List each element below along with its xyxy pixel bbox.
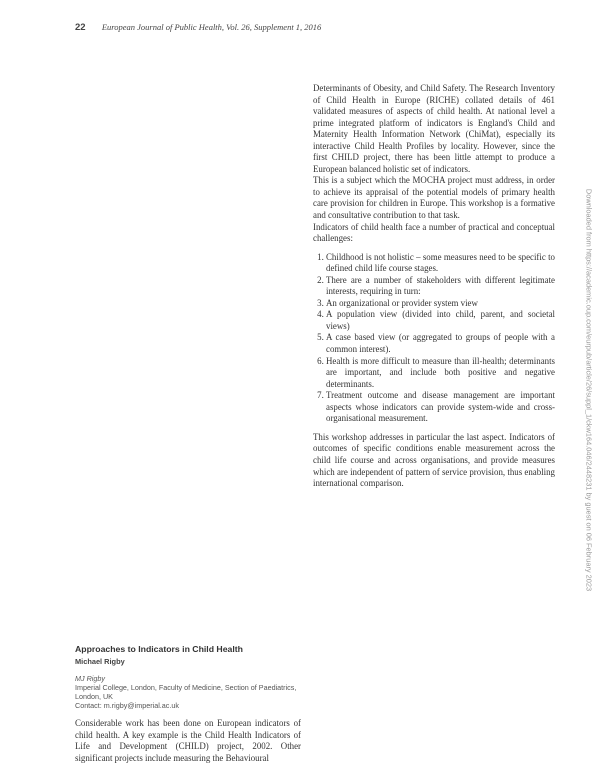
download-watermark: Downloaded from https://academic.oup.com/eurpub/article/26/suppl_1/ckw164.046/2448231 by guest on 06 February 2023 bbox=[584, 188, 594, 592]
paragraph: Considerable work has been done on European indicators of child health. A key example is the Child Health Indicators of Life and Development (CHILD) project, 2002. Other significant projects include measuring the Behavioural bbox=[75, 718, 301, 763]
right-column bbox=[313, 83, 555, 490]
list-item: 6. Health is more difficult to measure than ill-health; determinants are important, and include both positive and negative determinants. bbox=[326, 356, 555, 391]
list-item: 2. There are a number of stakeholders with different legitimate interests, requiring in turn: bbox=[326, 275, 555, 298]
abstract-body bbox=[75, 718, 301, 764]
running-header bbox=[75, 22, 321, 33]
page-number: 22 bbox=[75, 22, 86, 33]
affiliation-block bbox=[75, 674, 301, 710]
list-item: 7. Treatment outcome and disease management are important aspects whose indicators can provide system-wide and cross-organisational measurement. bbox=[326, 390, 555, 425]
journal-citation: European Journal of Public Health, Vol. 26, Supplement 1, 2016 bbox=[101, 22, 322, 32]
list-item: 5. A case based view (or aggregated to groups of people with a common interest). bbox=[326, 332, 555, 355]
paragraph: Determinants of Obesity, and Child Safety. The Research Inventory of Child Health in Europe (RICHE) collated details of 461 validated measures of aspects of child health. At national level a prime integrated platform of indicators is England's Child and Maternity Health Information Network (ChiMat), especially its interactive Child Health Profiles by locality. However, since the first CHILD project, there has been little attempt to produce a European balanced holistic set of indicators. bbox=[313, 83, 555, 174]
paragraph: This is a subject which the MOCHA project must address, in order to achieve its appraisal of the potential models of primary health care provision for children in Europe. This workshop is a formative and consultative contribution to that task. bbox=[313, 175, 555, 221]
affiliation: Imperial College, London, Faculty of Medicine, Section of Paediatrics, London, UK bbox=[75, 683, 297, 701]
paragraph: Indicators of child health face a number of practical and conceptual challenges: bbox=[313, 221, 555, 244]
abstract-author: Michael Rigby bbox=[75, 657, 125, 666]
list-item: 4. A population view (divided into child, parent, and societal views) bbox=[326, 309, 555, 332]
abstract-title: Approaches to Indicators in Child Health bbox=[75, 644, 243, 654]
affiliation-name: MJ Rigby bbox=[75, 674, 105, 683]
paragraph: This workshop addresses in particular the last aspect. Indicators of outcomes of specific conditions enable measurement across the child life course and across organisations, and provide measures which are independent of pattern of service provision, thus enabling international comparison. bbox=[313, 431, 555, 489]
list-item: 1. Childhood is not holistic – some measures need to be specific to defined child life course stages. bbox=[326, 252, 555, 275]
contact-email[interactable]: Contact: m.rigby@imperial.ac.uk bbox=[75, 701, 179, 710]
list-item: 3. An organizational or provider system view bbox=[326, 298, 555, 310]
challenges-list bbox=[313, 252, 555, 425]
